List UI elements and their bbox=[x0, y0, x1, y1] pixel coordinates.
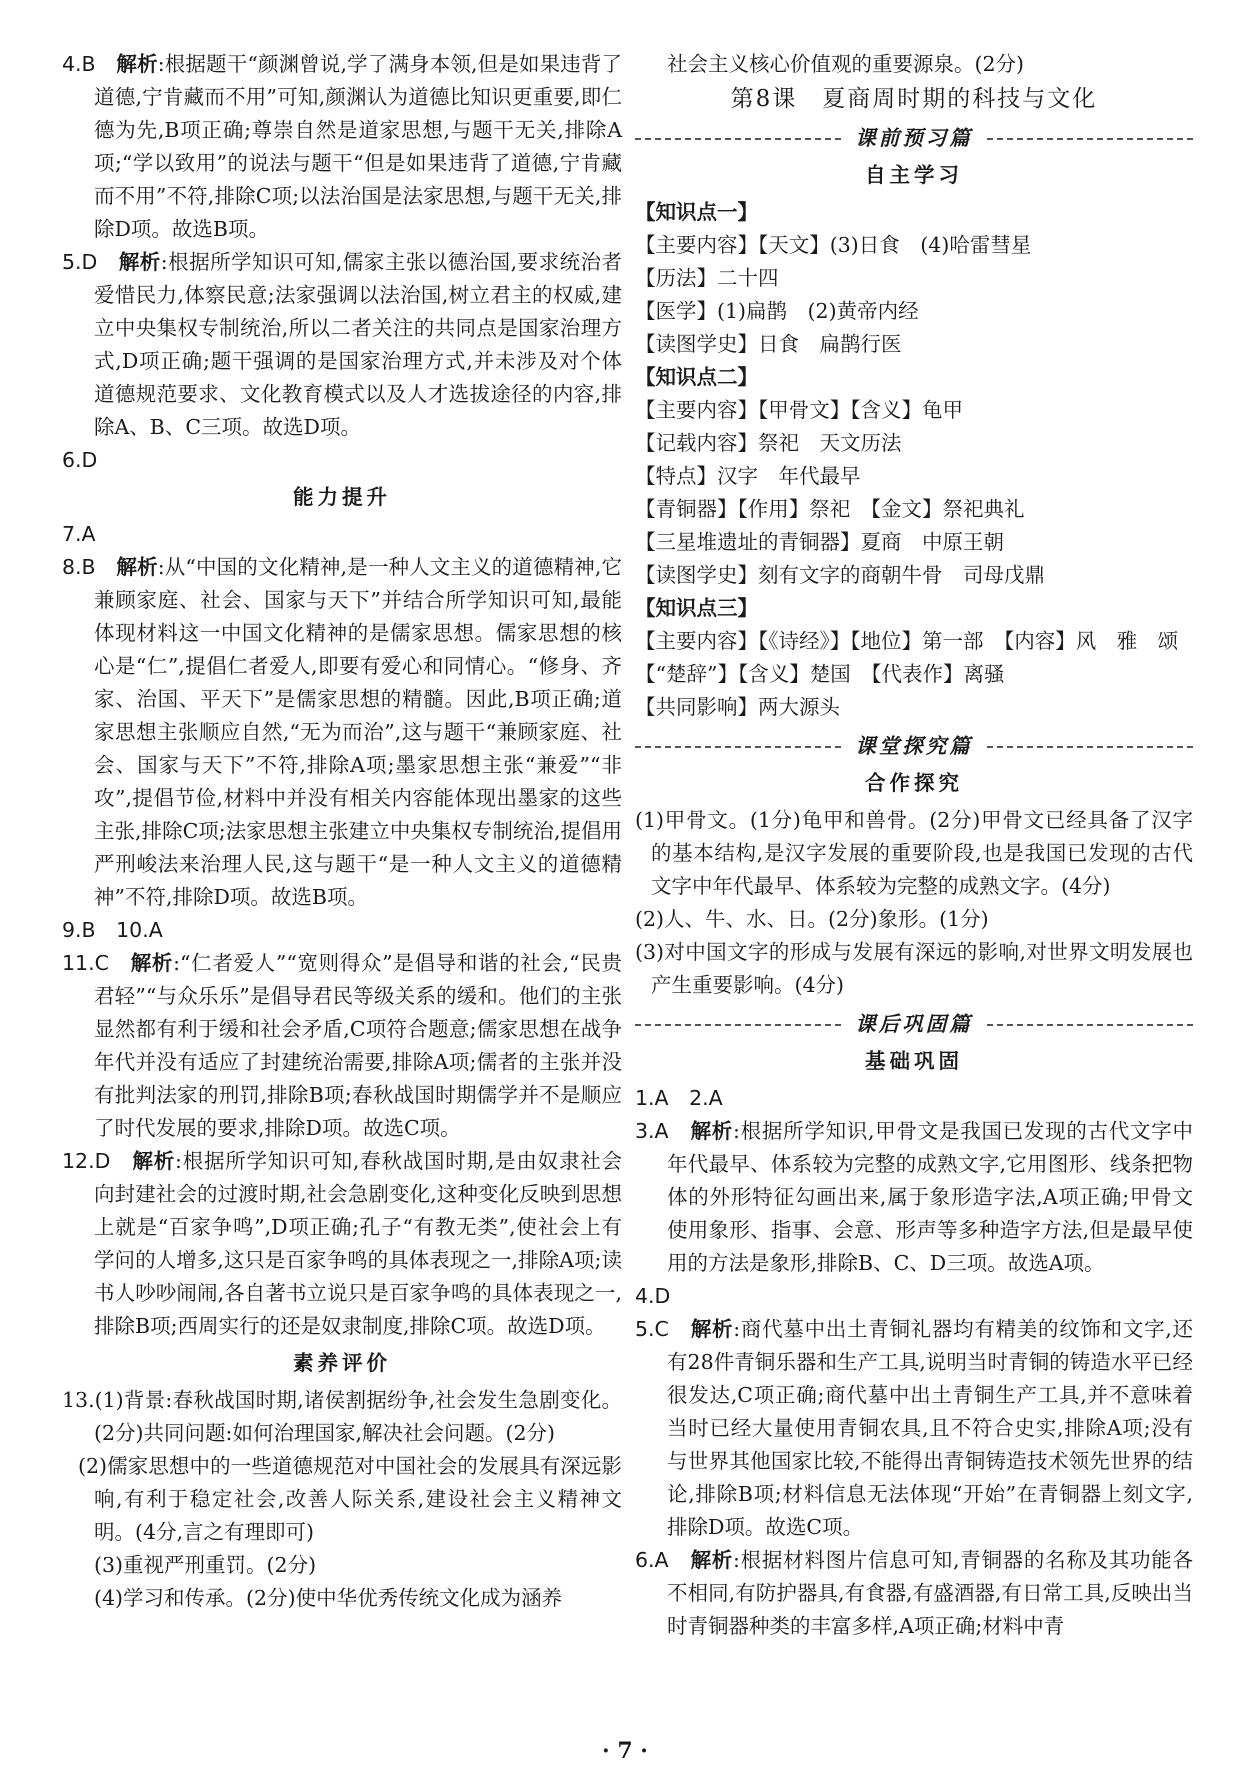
answer-13-part2: (2)儒家思想中的一些道德规范对中国社会的发展具有深远影响,有利于稳定社会,改善人际关系,建设社会主义精神文明。(4分,言之有理即可) bbox=[78, 1454, 622, 1544]
kp2-line: 【读图学史】刻有文字的商朝牛骨 司母戊鼎 bbox=[635, 563, 1045, 587]
answer-r3: 3.A 解析:根据所学知识,甲骨文是我国已发现的古代文字中年代最早、体系较为完整的成熟文字,它用图形、线条把物体的外形特征勾画出来,属于象形造字法,A项正确;甲骨文使用象形、指事、会意、形声等多种造字方法,但是最早使用的方法是象形,排除B、C、D三项。故选A项。 bbox=[635, 1119, 1194, 1275]
answer-11: 11.C 解析:“仁者爱人”“宽则得众”是倡导和谐的社会,“民贵君轻”“与众乐乐”是倡导君民等级关系的缓和。他们的主张显然都有利于缓和社会矛盾,C项符合题意;儒家思想在战争年代并没有适应了封建统治需要,排除A项;儒者的主张并没有批判法家的刑罚,排除B项;春秋战国时期儒学并不是顺应了时代发展的要求,排除D项。故选C项。 bbox=[62, 951, 623, 1140]
knowledge-point-3: 【知识点三】 bbox=[635, 596, 758, 620]
knowledge-point-2: 【知识点二】 bbox=[635, 365, 758, 389]
section-heading-self-study: 自主学习 bbox=[865, 163, 963, 187]
kp1-line: 【医学】(1)扁鹊 (2)黄帝内经 bbox=[635, 299, 919, 323]
answer-9-10: 9.B 10.A bbox=[62, 918, 163, 942]
kp2-line: 【三星堆遗址的青铜器】夏商 中原王朝 bbox=[635, 530, 1004, 554]
answer-7: 7.A bbox=[62, 522, 96, 546]
answer-13-continuation: 社会主义核心价值观的重要源泉。(2分) bbox=[667, 52, 1025, 76]
answer-4: 4.B 解析:根据题干“颜渊曾说,学了满身本领,但是如果违背了道德,宁肯藏而不用”可知,颜渊认为道德比知识更重要,即仁德为先,B项正确;尊崇自然是道家思想,与题干无关,排除A项;“学以致用”的说法与题干“但是如果违背了道德,宁肯藏而不用”不符,排除C项;以法治国是法家思想,与题干无关,排除D项。故选B项。 bbox=[62, 52, 623, 241]
answer-5: 5.D 解析:根据所学知识可知,儒家主张以德治国,要求统治者爱惜民力,体察民意;法家强调以法治国,树立君主的权威,建立中央集权专制统治,所以二者关注的共同点是国家治理方式,D项正确;题干强调的是国家治理方式,并未涉及对个体道德规范要求、文化教育模式以及人才选拔途径的内容,排除A、B、C三项。故选D项。 bbox=[62, 250, 623, 439]
lesson-title: 第8课 夏商周时期的科技与文化 bbox=[730, 86, 1098, 112]
answer-13-part1: 13.(1)背景:春秋战国时期,诸侯割据纷争,社会发生急剧变化。(2分)共同问题:如何治理国家,解决社会问题。(2分) bbox=[62, 1388, 622, 1445]
banner-after-class: 课后巩固篇 bbox=[635, 1008, 1193, 1041]
knowledge-point-1: 【知识点一】 bbox=[635, 200, 758, 224]
kp1-line: 【历法】二十四 bbox=[635, 266, 779, 290]
page-number: · 7 · bbox=[602, 1738, 648, 1764]
answer-8: 8.B 解析:从“中国的文化精神,是一种人文主义的道德精神,它兼顾家庭、社会、国家与天下”并结合所学知识可知,最能体现材料这一中国文化精神的是儒家思想。儒家思想的核心是“仁”,提倡仁者爱人,即要有爱心和同情心。“修身、齐家、治国、平天下”是儒家思想的精髓。因此,B项正确;道家思想主张顺应自然,“无为而治”,这与题干“兼顾家庭、社会、国家与天下”不符,排除A项;墨家思想主张“兼爱”“非攻”,提倡节俭,材料中并没有相关内容能体现出墨家的这些主张,排除C项;法家思想主张建立中央集权专制统治,提倡用严刑峻法来治理人民,这与题干“是一种人文主义的道德精神”不符,排除D项。故选B项。 bbox=[62, 555, 623, 909]
dashed-rule bbox=[987, 1024, 1193, 1026]
answer-6: 6.D bbox=[62, 448, 98, 472]
answer-r5: 5.C 解析:商代墓中出土青铜礼器均有精美的纹饰和文字,还有28件青铜乐器和生产工具,说明当时青铜的铸造水平已经很发达,C项正确;商代墓中出土青铜生产工具,并不意味着当时已经大量使用青铜农具,且不符合史实,排除A项;没有与世界其他国家比较,不能得出青铜铸造技术领先世界的结论,排除B项;材料信息无法体现“开始”在青铜器上刻文字,排除D项。故选C项。 bbox=[635, 1317, 1194, 1539]
kp1-line: 【主要内容】【天文】(3)日食 (4)哈雷彗星 bbox=[635, 233, 1032, 257]
kp3-line: 【“楚辞”】【含义】楚国 【代表作】离骚 bbox=[635, 662, 1005, 686]
answer-1-2: 1.A 2.A bbox=[635, 1086, 723, 1110]
kp2-line: 【主要内容】【甲骨文】【含义】龟甲 bbox=[635, 398, 963, 422]
answer-12: 12.D 解析:根据所学知识可知,春秋战国时期,是由奴隶社会向封建社会的过渡时期,社会急剧变化,这种变化反映到思想上就是“百家争鸣”,D项正确;孔子“有教无类”,使社会上有学问的人增多,这只是百家争鸣的具体表现之一,排除A项;读书人吵吵闹闹,各自著书立说只是百家争鸣的具体表现之一,排除B项;西周实行的还是奴隶制度,排除C项。故选D项。 bbox=[62, 1149, 623, 1338]
kp2-line: 【青铜器】【作用】祭祀 【金文】祭祀典礼 bbox=[635, 497, 1025, 521]
dashed-rule bbox=[635, 1024, 841, 1026]
kp3-line: 【共同影响】两大源头 bbox=[635, 695, 840, 719]
section-heading-ability: 能力提升 bbox=[293, 485, 391, 509]
dashed-rule bbox=[987, 746, 1193, 748]
section-heading-basic: 基础巩固 bbox=[865, 1049, 963, 1073]
dashed-rule bbox=[635, 746, 841, 748]
coop-answer-1: (1)甲骨文。(1分)龟甲和兽骨。(2分)甲骨文已经具备了汉字的基本结构,是汉字发展的重要阶段,也是我国已发现的古代文字中年代最早、体系较为完整的成熟文字。(4分) bbox=[635, 808, 1193, 898]
left-column bbox=[62, 48, 622, 1615]
right-column bbox=[635, 48, 1193, 1643]
section-heading-cooperation: 合作探究 bbox=[865, 771, 963, 795]
coop-answer-2: (2)人、牛、水、日。(2分)象形。(1分) bbox=[635, 907, 989, 931]
coop-answer-3: (3)对中国文字的形成与发展有深远的影响,对世界文明发展也产生重要影响。(4分) bbox=[635, 940, 1193, 997]
section-heading-quality: 素养评价 bbox=[293, 1351, 391, 1375]
banner-preview: 课前预习篇 bbox=[635, 122, 1193, 155]
banner-classroom: 课堂探究篇 bbox=[635, 730, 1193, 763]
answer-r4: 4.D bbox=[635, 1284, 671, 1308]
kp3-line: 【主要内容】【《诗经》】【地位】第一部 【内容】风 雅 颂 bbox=[635, 629, 1179, 653]
answer-13-part4: (4)学习和传承。(2分)使中华优秀传统文化成为涵养 bbox=[94, 1586, 563, 1610]
dashed-rule bbox=[987, 138, 1193, 140]
kp2-line: 【特点】汉字 年代最早 bbox=[635, 464, 861, 488]
kp2-line: 【记载内容】祭祀 天文历法 bbox=[635, 431, 902, 455]
answer-13-part3: (3)重视严刑重罚。(2分) bbox=[94, 1553, 317, 1577]
dashed-rule bbox=[635, 138, 841, 140]
kp1-line: 【读图学史】日食 扁鹊行医 bbox=[635, 332, 902, 356]
answer-r6: 6.A 解析:根据材料图片信息可知,青铜器的名称及其功能各不相同,有防护器具,有食器,有盛酒器,有日常工具,反映出当时青铜器种类的丰富多样,A项正确;材料中青 bbox=[635, 1548, 1194, 1638]
